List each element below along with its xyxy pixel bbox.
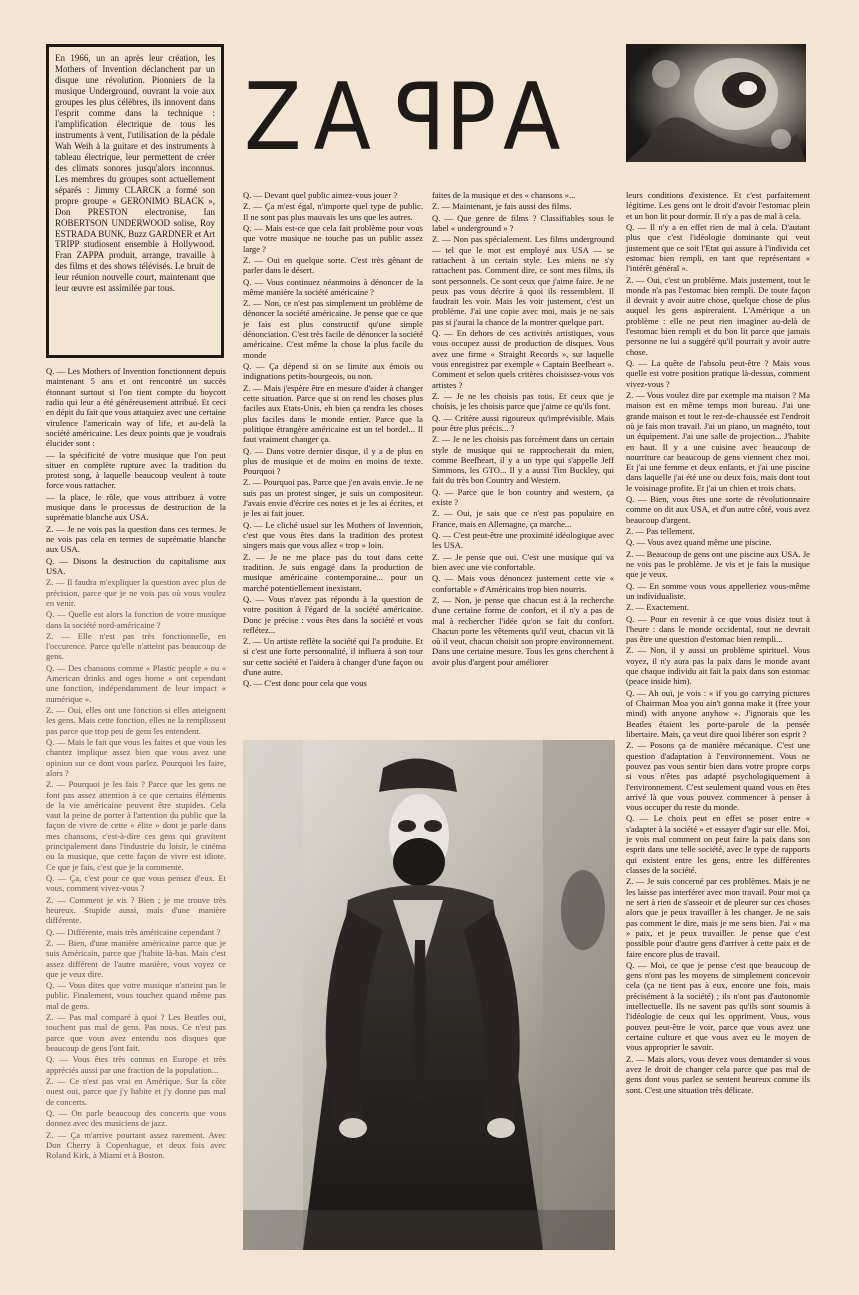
album-cover-image — [626, 44, 806, 162]
paragraph: Q. — Quelle est alors la fonction de votre musique dans la société nord-américaine ? — [46, 609, 226, 630]
page-title — [244, 62, 614, 172]
paragraph: Q. — Des chansons comme « Plastic people » ou « American drinks and oges home » ont cependant une fonction, indépendamment de leur impact « numérique ». — [46, 662, 226, 704]
paragraph: Q. — La quête de l'absolu peut-être ? Mais vous quelle est votre position pratique là-dessus, comment vivez-vous ? — [626, 358, 810, 389]
paragraph: Q. — Ça, c'est pour ce que vous pensez d'eux. Et vous, comment vivez-vous ? — [46, 873, 226, 894]
title-part-p: P — [383, 63, 446, 171]
paragraph: Z. — Un artiste reflète la société qui l'a produite. Et si c'est une forte personnalité, il influera à son tour sur cette société et l'aidera à changer d'une façon ou d'une autre. — [243, 636, 423, 678]
paragraph: Z. — Mais j'espère être en mesure d'aider à changer cette situation. Parce que si on rend les choses plus faciles aux Etats-Unis, eh bien ça rendra les choses plus faciles dans le monde entier. Parce que la politique étrangère américaine est un tel bordel... Il faut vraiment changer ça. — [243, 382, 423, 445]
paragraph: Q. — Différente, mais très américaine cependant ? — [46, 926, 221, 937]
paragraph: Q. — Vous êtes très connus en Europe et très appréciés aussi par une fraction de la population... — [46, 1054, 226, 1075]
paragraph: Q. — Moi, ce que je pense c'est que beaucoup de gens n'ont pas les moyens de simplement concevoir cela (ça ne tient pas à eux, encore une fois, mais précisément à la société) ; ils n'ont pas d'autonomie intellectuelle. Ils ne savent pas qu'ils sont soumis à l'idéologie de ceux qui les oppriment. Vous, vous pouvez peut-être le voir, parce que vous avez une certaine culture et que vous avez eu le moyen de vous approprier le savoir. — [626, 959, 810, 1053]
paragraph: Z. — Je ne les choisis pas forcément dans un certain style de musique qui se rapprocherait du mien, comme Beefheart, il y a un type qui s'appelle Jeff Simmons, les GTO... Il y a aussi Tim Buckley, qui fait du très bon Country and Western. — [432, 434, 614, 486]
portrait-photo — [243, 740, 615, 1250]
paragraph: Q. — Le cliché usuel sur les Mothers of Invention, c'est que vous êtes dans la tradition des protest singers mais que vous allez « trop » loin. — [243, 519, 423, 551]
paragraph: Z. — Oui en quelque sorte. C'est très gênant de parler dans le désert. — [243, 254, 423, 276]
paragraph: Q. — Mais vous dénoncez justement cette vie « confortable » d'Américains trop bien nourris. — [432, 573, 614, 594]
paragraph: Q. — Dans votre dernier disque, il y a de plus en plus de musique et de moins en moins de texte. Pourquoi ? — [243, 445, 423, 477]
paragraph: Q. — Vous avez quand même une piscine. — [626, 537, 772, 548]
paragraph: Z. — Posons ça de manière mécanique. C'est une question d'adaptation à l'environnement. Vous ne pouvez pas vous sentir bien dans votre propre corps si vous n'êtes pas adapté psychologiquement à l'environnement. C'est seulement quand vous en êtes arrivé là que vous pouvez commencer à penser à vous occuper du reste du monde. — [626, 740, 810, 813]
text-column-1 — [46, 366, 226, 1256]
paragraph: Q. — Mais le fait que vous les faites et que vous les chantez implique assez bien que vous avez une opinion sur ce dont vous parlez. Pourquoi les faire, alors ? — [46, 736, 226, 778]
paragraph: Z. — Ça m'est égal, n'importe quel type de public. Il ne sont pas plus mauvais les uns que les autres. — [243, 201, 423, 222]
paragraph: Z. — Comment je vis ? Bien ; je me trouve très heureux. Stupide aussi, mais d'une manière différente. — [46, 894, 226, 926]
paragraph: Q. — C'est donc pour cela que vous — [243, 678, 367, 689]
paragraph: Q. — Pour en revenir à ce que vous disiez tout à l'heure : dans le monde occidental, tout ne devrait pas être une question d'estomac bien rempli... — [626, 613, 810, 645]
paragraph: Z. — Bien, d'une manière américaine parce que je suis Américain, parce que j'habite là-bas. Mais c'est assez différent de l'autre manière, vous voyez ce que je veux dire. — [46, 937, 226, 979]
paragraph: Z. — Ce n'est pas vrai en Amérique. Sur la côte ouest oui, parce que j'y habite et j'y donne pas mal de concerts. — [46, 1075, 226, 1107]
intro-text: En 1966, un an après leur création, les Mothers of Invention déclanchent par un disque une révolution. Pionniers de la musique Underground, ouvrant la voie aux groupes les plus célèbres, ils innovent dans l'esprit comme dans la technique : l'amplification électrique de tous les instruments à vent, l'utilisation de la pédale Wah Weih à la guitare et des instruments à tableau électrique, leur permettent de créer des climats sonores jusqu'alors inconnus. Les membres du groupes sont actuellement séparés : Jimmy CLARCK a formé son propre groupe « GERONIMO BLACK », Don PRESTON electronise, Ian ROBERTSON UNDERWOOD solise, Roy ESTRADA BUNK, Buzz GARDNER et Art TRIPP studiosent ensemble à Hollywood. Fran ZAPPA produit, arrange, travaille à des films et des shows télévisés. Le bruit de leur réunion nouvelle court, maintenant que leur œuvre est assimilée par tous. — [55, 53, 215, 294]
paragraph: Q. — C'est peut-être une proximité idéologique avec les USA. — [432, 530, 614, 551]
text-column-3 — [432, 190, 614, 730]
paragraph: Z. — Oui, elles ont une fonction si elles atteignent les gens. Mais cette fonction, elles ne la remplissent pas parce que trop peu de gens les entendent. — [46, 705, 226, 736]
title-part-b: PA — [445, 63, 573, 171]
paragraph: Z. — Non, ce n'est pas simplement un problème de dénoncer la société américaine. Je pense que ce que je fais est plus constructif qu'une simple dénonciation. C'est très facile de dénoncer la société américaine. C'est même la chose la plus facile du monde — [243, 298, 423, 360]
text-column-4 — [626, 190, 810, 1250]
title-part-a: ZA — [244, 63, 384, 171]
paragraph: Q. — Il n'y a en effet rien de mal à cela. D'autant plus que c'est l'idéologie dominante qui veut justement que ce soit l'Etat qui assure à l'individu cet estomac bien rempli, en tant que représentant « l'intérêt général ». — [626, 221, 810, 274]
paragraph: faites de la musique et des « chansons »... — [432, 190, 576, 200]
paragraph: Q. — Critère aussi rigoureux qu'imprévisible. Mais pour être plus précis... ? — [432, 412, 614, 433]
paragraph: Z. — Oui, je sais que ce n'est pas populaire en France, mais en Allemagne, ça marche... — [432, 508, 614, 529]
paragraph: Q. — Disons la destruction du capitalisme aux USA. — [46, 555, 226, 576]
portrait-image — [243, 740, 615, 1250]
paragraph: Z. — Je suis concerné par ces problèmes. Mais je ne les laisse pas interférer avec mon travail. Pour moi ça ne sert à rien de s'asseoir et de pleurer sur ces choses alors que je peux travailler à les changer. Je ne sais pas comment le dire, mais je me sens bien. J'ai « ma » paix, et je peux travailler. Je pense que c'est possible pour d'autre gens d'arriver à cette paix et de faire encore plus de travail. — [626, 876, 810, 959]
paragraph: Z. — Non, il y aussi un problème spirituel. Vous voyez, il n'y aura pas la paix dans le monde avant que chaque individu ait fait la paix dans son estomac (peace inside him). — [626, 645, 810, 687]
paragraph: Z. — Je ne me place pas du tout dans cette tradition. Je suis engagé dans la production de musique américaine contemporaine... pour un marché potentiellement inexistant. — [243, 551, 423, 593]
paragraph: Q. — Ah oui, je vois : « if you go carrying pictures of Chairman Moa you ain't gonna make it (free your mind) with anyone anyhow ». J'ignorais que les Beatles étaient les porte-parole de la pensée libertaire. Mais, ça veut dire quoi libérer son esprit ? — [626, 687, 810, 739]
intro-box — [46, 44, 224, 358]
paragraph: Z. — Beaucoup de gens ont une piscine aux USA. Je ne vois pas le problème. Je vis et je fais la musique que je veux. — [626, 548, 810, 580]
paragraph: Z. — Mais alors, vous devez vous demander si vous avez le droit de changer cela parce que pas mal de gens dont vous parlez se sentent heureux comme ils sont. C'est une situation très délicate. — [626, 1053, 810, 1095]
paragraph: — la place, le rôle, que vous attribuez à votre musique dans le processus de destruction de la suprématie blanche aux USA. — [46, 491, 226, 523]
paragraph: Q. — Parce que le bon country and western, ça existe ? — [432, 486, 614, 508]
paragraph: Q. — Vous continuez néanmoins à dénoncer de la même manière la société américaine ? — [243, 276, 423, 297]
paragraph: Z. — Exactement. — [626, 602, 689, 613]
paragraph: Q. — Que genre de films ? Classifiables sous le label « underground » ? — [432, 212, 614, 233]
paragraph: Q. — Le choix peut en effet se poser entre « s'adapter à la société » et essayer d'agir sur elle. Moi, je vois mal comment on peut faire la paix dans son esprit dans une telle société, avec le type de rapports qui existent entre les gens, entre les différentes classes de la société. — [626, 813, 810, 875]
paragraph: Q. — Vous dites que votre musique n'atteint pas le public. Finalement, vous touchez quand même pas mal de gens. — [46, 980, 226, 1011]
paragraph: Q. — En somme vous vous appelleriez vous-même un individualiste. — [626, 580, 810, 601]
paragraph: Z. — Je pense que oui. C'est une musique qui va bien avec une vie confortable. — [432, 551, 614, 572]
paragraph: Z. — Oui, c'est un problème. Mais justement, tout le monde n'a pas l'estomac bien rempli. De toute façon il devrait y avoir autre chose, quelque chose de plus auquel les gens aspireraient. L'Amérique a un problème : elle ne peut rien imaginer au-delà de l'estomac bien rempli et du bon lit parce que jamais personne ne lui a suggéré qu'il pourrait y avoir autre chose. — [626, 274, 810, 357]
paragraph: Z. — Il faudra m'expliquer la question avec plus de précision, parce que je ne vois pas où vous voulez en venir. — [46, 577, 226, 608]
paragraph: Q. — En dehors de ces activités artistiques, vous vous occupez aussi de production de disques. Vous avez une firme « Straight Records », sur laquelle vous enregistrez par exemple « Captain Beefheart ». Comment et selon quels critères choisissez-vous vos artistes ? — [432, 328, 614, 390]
paragraph: leurs conditions d'existence. Et c'est parfaitement légitime. Les gens ont le droit d'avoir l'estomac plein et un bon lit pour dormir. Il n'y a pas de mal à cela. — [626, 190, 810, 221]
album-cover-photo — [626, 44, 806, 162]
paragraph: — la spécificité de votre musique que l'on peut situer en complète rupture avec la tradition du protest song, à laquelle beaucoup veulent à toute force vous rattacher. — [46, 449, 226, 491]
paragraph: Q. — Vous n'avez pas répondu à la question de votre position à l'égard de la société américaine. Donc je précise : vous êtes dans la société et vous reflétez... — [243, 593, 423, 635]
paragraph: Z. — Ça m'arrive pourtant assez rarement. Avec Don Cherry à Copenhague, et deux fois avec Roland Kirk, à Miami et à Boston. — [46, 1129, 226, 1161]
paragraph: Z. — Maintenant, je fais aussi des films. — [432, 201, 572, 212]
paragraph: Q. — Devant quel public aimez-vous jouer ? — [243, 190, 398, 200]
paragraph: Z. — Je ne les choisis pas tous. Et ceux que je choisis, je les choisis parce que j'aime ce qu'ils font. — [432, 390, 614, 412]
paragraph: Z. — Pourquoi je les fais ? Parce que les gens ne font pas assez attention à ce que certains éléments de la vie américaine peuvent être stupides. Cela vaut la peine de porter à l'attention du public que la façon de vivre de cette « élite » dont je parle dans mes chansons, c'est-à-dire ces gens qui gravitent principalement dans l'industrie du loisir, le cinéma ou la musique, que cette façon de vivre est idiote. Ce que je fais, c'est que je la commente. — [46, 779, 226, 872]
paragraph: Z. — Non pas spécialement. Les films underground — tel que le mot est employé aux USA — se rattachent à un certain style. Les miens ne s'y rattachent pas. Comment dire, ce sont mes films, ils sont personnels. Ce sont ceux que j'aime faire. Je ne peux pas vous décrire à quoi ils ressemblent. Il faudrait les voir. Mais les voir justement, c'est un problème. J'ai une copie avec moi, mais je ne sais pas si j'aurai la chance de la montrer quelque part. — [432, 234, 614, 327]
text-column-2 — [243, 190, 423, 730]
paragraph: Q. — Bien, vous êtes une sorte de révolutionnaire comme on dit aux USA, et d'un autre côté, vous avez beaucoup d'argent. — [626, 494, 810, 525]
paragraph: Z. — Non, je pense que chacun est à la recherche d'une certaine forme de confort, et il n'y a pas de mal à rechercher l'idée qu'on se fait du confort. Chacun porte les vêtements qu'il veut, chacun vit là où il veut, chacun choisit son propre environnement. Dans une certaine mesure. Tous les gens cherchent à avoir plus d'argent pour améliorer — [432, 594, 614, 667]
paragraph: Q. — Ça dépend si on se limite aux émois ou indignations petits-bourgeois, ou non. — [243, 361, 423, 382]
paragraph: Z. — Pas tellement. — [626, 526, 695, 536]
paragraph: Q. — On parle beaucoup des concerts que vous donnez avec des musiciens de jazz. — [46, 1107, 226, 1129]
paragraph: Z. — Elle n'est pas très fonctionnelle, en l'occurence. Parce qu'elle n'atteint pas beaucoup de gens. — [46, 630, 226, 662]
paragraph: Q. — Les Mothers of Invention fonctionnent depuis maintenant 5 ans et ont rencontré un succès étonnant surtout si l'on tient compte du boycott radio qui leur a été généreusement attribué. Et ceci en dépit du fait que vous attaquiez avec une certaine virulence l'americain way of life, et au-delà la société américaine. Les deux points que je voudrais élucider sont : — [46, 366, 226, 449]
paragraph: Z. — Je ne vois pas la question dans ces termes. Je ne vois pas cela en termes de suprématie blanche aux USA. — [46, 523, 226, 555]
paragraph: Z. — Vous voulez dire par exemple ma maison ? Ma maison est en même temps mon bureau. J'ai une grande maison et tout le rez-de-chaussée est l'endroit où je fais mon travail. J'ai un piano, un magnéto, tout un équipement. J'ai une salle de projection... J'habite en haut. Il y a une cuisine avec beaucoup de nourriture car beaucoup de gens viennent chez moi. Et j'ai une femme et deux enfants, et j'ai une piscine dans laquelle j'ai été une ou deux fois, mais dont tout le voisinage profite. Et j'ai un chien et trois chats. — [626, 389, 810, 493]
paragraph: Z. — Pourquoi pas. Parce que j'en avais envie. Je ne suis pas un protest singer, je suis un compositeur. J'avais envie d'écrire ces notes et je les ai écrites, et je les ai fait jouer. — [243, 477, 423, 519]
paragraph: Z. — Pas mal comparé à quoi ? Les Beatles oui, touchent pas mal de gens. Pas nous. Ce n'est pas parce que vous avez entendu nos disques que beaucoup de gens l'ont fait. — [46, 1012, 226, 1053]
paragraph: Q. — Mais est-ce que cela fait problème pour vous que votre musique ne touche pas un public assez large ? — [243, 222, 423, 254]
